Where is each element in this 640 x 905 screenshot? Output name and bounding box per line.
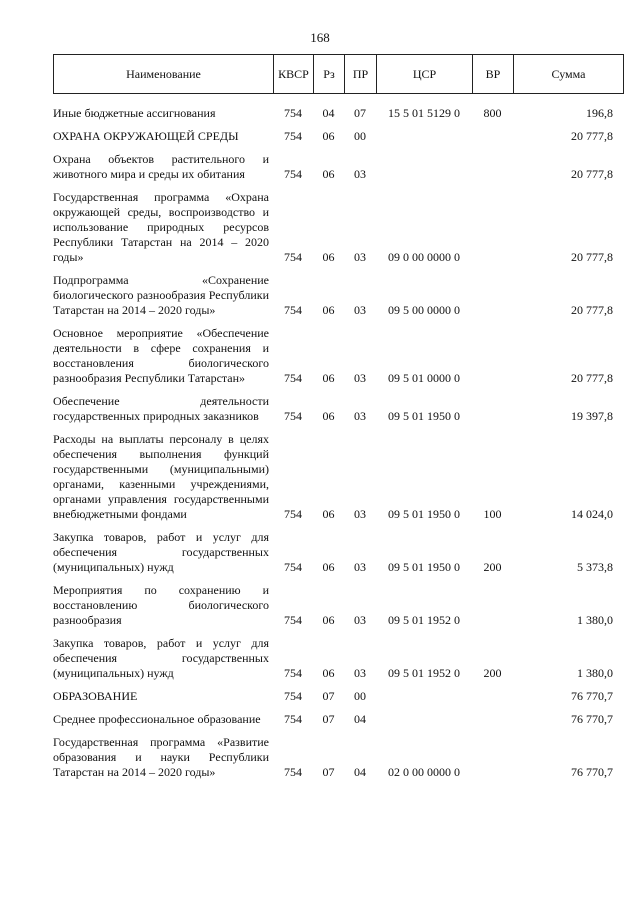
row-pr: 00 [354, 129, 366, 143]
table-row [53, 735, 623, 788]
row-rz: 06 [322, 666, 335, 680]
table-row [53, 530, 623, 583]
row-vr [472, 273, 513, 326]
row-kvsr: 754 [284, 507, 302, 521]
row-pr: 03 [354, 303, 366, 317]
header-rz: Рз [314, 55, 345, 94]
header-name: Наименование [54, 55, 274, 94]
row-rz: 07 [322, 712, 335, 726]
row-sum: 1 380,0 [577, 613, 613, 627]
table-row [53, 106, 623, 129]
row-vr [472, 583, 513, 636]
row-name: Закупка товаров, работ и услуг для обеспечения государственных (муниципальных) нужд [53, 530, 269, 574]
row-vr [472, 152, 513, 190]
row-rz: 04 [322, 106, 335, 120]
row-rz: 06 [322, 303, 335, 317]
row-kvsr: 754 [284, 167, 302, 181]
row-vr: 800 [483, 106, 502, 120]
row-name: Среднее профессиональное образование [53, 712, 261, 726]
row-rz: 07 [322, 689, 335, 703]
row-name: Подпрограмма «Сохранение биологического разнообразия Республики Татарстан на 2014 – 2020 годы» [53, 273, 269, 317]
table-row [53, 394, 623, 432]
row-vr: 200 [483, 666, 502, 680]
row-pr: 04 [354, 712, 366, 726]
row-vr: 100 [483, 507, 502, 521]
row-kvsr: 754 [284, 765, 302, 779]
row-sum: 76 770,7 [571, 689, 613, 703]
row-rz: 06 [322, 560, 335, 574]
budget-table [53, 106, 623, 788]
row-name: Основное мероприятие «Обеспечение деятельности в сфере сохранения и восстановления биологического разнообразия Республики Татарстан» [53, 326, 269, 385]
row-pr: 03 [354, 167, 366, 181]
row-vr [472, 326, 513, 394]
table-row [53, 326, 623, 394]
row-csr: 15 5 01 5129 0 [388, 106, 460, 120]
row-csr: 09 5 01 1950 0 [388, 409, 460, 423]
table-row [53, 273, 623, 326]
row-sum: 76 770,7 [571, 765, 613, 779]
row-kvsr: 754 [284, 409, 302, 423]
row-name: Мероприятия по сохранению и восстановлению биологического разнообразия [53, 583, 269, 627]
table-row [53, 190, 623, 273]
row-kvsr: 754 [284, 371, 302, 385]
row-name: Расходы на выплаты персоналу в целях обеспечения выполнения функций государственными (муниципальными) органами, казенными учреждениями, органами управления государственными внебюджетными фондами [53, 432, 269, 521]
row-rz: 06 [322, 507, 335, 521]
row-kvsr: 754 [284, 613, 302, 627]
row-name: Иные бюджетные ассигнования [53, 106, 216, 120]
row-pr: 04 [354, 765, 366, 779]
row-kvsr: 754 [284, 666, 302, 680]
row-kvsr: 754 [284, 106, 302, 120]
row-sum: 20 777,8 [571, 371, 613, 385]
table-row [53, 129, 623, 152]
table-row [53, 152, 623, 190]
row-vr [472, 129, 513, 152]
header-sum: Сумма [514, 55, 624, 94]
row-vr [472, 689, 513, 712]
row-pr: 03 [354, 250, 366, 264]
header-kvsr: КВСР [274, 55, 314, 94]
row-kvsr: 754 [284, 303, 302, 317]
row-rz: 06 [322, 250, 335, 264]
row-sum: 14 024,0 [571, 507, 613, 521]
row-vr [472, 190, 513, 273]
table-row [53, 432, 623, 530]
row-rz: 06 [322, 409, 335, 423]
row-csr: 09 5 01 1950 0 [388, 507, 460, 521]
row-rz: 06 [322, 129, 335, 143]
row-csr: 09 0 00 0000 0 [388, 250, 460, 264]
header-csr: ЦСР [377, 55, 473, 94]
page-number: 168 [310, 30, 330, 45]
row-name: Государственная программа «Развитие образования и науки Республики Татарстан на 2014 – 2020 годы» [53, 735, 269, 779]
table-row [53, 689, 623, 712]
row-name: ОХРАНА ОКРУЖАЮЩЕЙ СРЕДЫ [53, 129, 239, 143]
row-kvsr: 754 [284, 250, 302, 264]
row-csr: 09 5 01 1952 0 [388, 666, 460, 680]
row-pr: 03 [354, 613, 366, 627]
row-pr: 00 [354, 689, 366, 703]
row-csr [376, 712, 472, 735]
header-pr: ПР [345, 55, 377, 94]
table-row [53, 712, 623, 735]
row-vr [472, 735, 513, 788]
row-pr: 03 [354, 666, 366, 680]
row-name: Охрана объектов растительного и животного мира и среды их обитания [53, 152, 269, 181]
row-csr: 09 5 00 0000 0 [388, 303, 460, 317]
row-kvsr: 754 [284, 129, 302, 143]
row-sum: 1 380,0 [577, 666, 613, 680]
row-sum: 76 770,7 [571, 712, 613, 726]
row-rz: 07 [322, 765, 335, 779]
row-kvsr: 754 [284, 689, 302, 703]
table-header [53, 54, 624, 94]
row-vr: 200 [483, 560, 502, 574]
row-csr: 02 0 00 0000 0 [388, 765, 460, 779]
row-rz: 06 [322, 371, 335, 385]
row-sum: 5 373,8 [577, 560, 613, 574]
row-name: Закупка товаров, работ и услуг для обеспечения государственных (муниципальных) нужд [53, 636, 269, 680]
row-csr: 09 5 01 1952 0 [388, 613, 460, 627]
row-sum: 20 777,8 [571, 129, 613, 143]
row-name: Государственная программа «Охрана окружающей среды, воспроизводство и использование природных ресурсов Республики Татарстан на 2014 – 2020 годы» [53, 190, 269, 264]
row-csr: 09 5 01 1950 0 [388, 560, 460, 574]
row-csr: 09 5 01 0000 0 [388, 371, 460, 385]
row-sum: 19 397,8 [571, 409, 613, 423]
table-row [53, 583, 623, 636]
row-sum: 20 777,8 [571, 250, 613, 264]
row-kvsr: 754 [284, 560, 302, 574]
row-vr [472, 394, 513, 432]
row-rz: 06 [322, 613, 335, 627]
header-vr: ВР [473, 55, 514, 94]
row-pr: 03 [354, 409, 366, 423]
row-vr [472, 712, 513, 735]
table-row [53, 636, 623, 689]
row-csr [376, 152, 472, 190]
row-pr: 07 [354, 106, 366, 120]
row-pr: 03 [354, 560, 366, 574]
row-name: Обеспечение деятельности государственных природных заказников [53, 394, 269, 423]
row-sum: 196,8 [586, 106, 613, 120]
row-pr: 03 [354, 371, 366, 385]
row-kvsr: 754 [284, 712, 302, 726]
row-name: ОБРАЗОВАНИЕ [53, 689, 138, 703]
row-csr [376, 129, 472, 152]
row-csr [376, 689, 472, 712]
row-sum: 20 777,8 [571, 303, 613, 317]
row-sum: 20 777,8 [571, 167, 613, 181]
row-pr: 03 [354, 507, 366, 521]
row-rz: 06 [322, 167, 335, 181]
